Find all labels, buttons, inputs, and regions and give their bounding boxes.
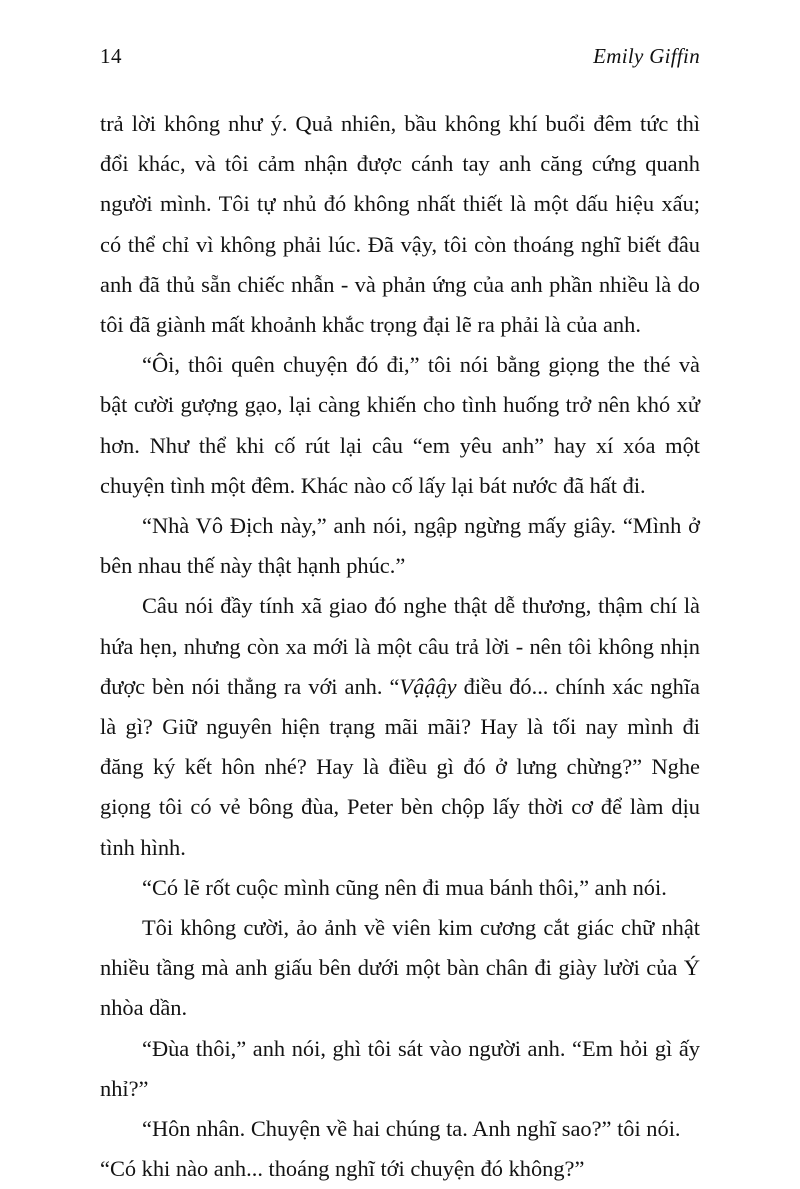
paragraph-4 xyxy=(100,586,700,867)
running-head-author: Emily Giffin xyxy=(593,44,700,68)
body-text-block xyxy=(100,104,700,1189)
paragraph-6: Tôi không cười, ảo ảnh về viên kim cương cắt giác chữ nhật nhiều tầng mà anh giấu bên dưới một bàn chân đi giày lười của Ý nhòa dần. xyxy=(100,915,700,1021)
paragraph-1: trả lời không như ý. Quả nhiên, bầu không khí buổi đêm tức thì đổi khác, và tôi cảm nhận được cánh tay anh căng cứng quanh người mình. Tôi tự nhủ đó không nhất thiết là một dấu hiệu xấu; có thể chỉ vì không phải lúc. Đã vậy, tôi còn thoáng nghĩ biết đâu anh đã thủ sẵn chiếc nhẫn - và phản ứng của anh phần nhiều là do tôi đã giành mất khoảnh khắc trọng đại lẽ ra phải là của anh. xyxy=(100,111,700,338)
paragraph-8: “Hôn nhân. Chuyện về hai chúng ta. Anh nghĩ sao?” tôi nói. “Có khi nào anh... thoáng nghĩ tới chuyện đó không?” xyxy=(100,1116,681,1182)
paragraph-7: “Đùa thôi,” anh nói, ghì tôi sát vào người anh. “Em hỏi gì ấy nhỉ?” xyxy=(100,1035,700,1101)
paragraph-4-part-2: điều đó... chính xác nghĩa là gì? Giữ nguyên hiện trạng mãi mãi? Hay là tối nay mình đi đăng ký kết hôn nhé? Hay là điều gì đó ở lưng chừng?” Nghe giọng tôi có vẻ bông đùa, Peter bèn chộp lấy thời cơ để làm dịu tình hình. xyxy=(100,673,700,860)
paragraph-4-emphasis: Vậậậy xyxy=(399,673,457,699)
paragraph-4-part-1: Câu nói đầy tính xã giao đó nghe thật dễ thương, thậm chí là hứa hẹn, nhưng còn xa mới là một câu trả lời - nên tôi không nhịn được bèn nói thẳng ra với anh. “ xyxy=(100,593,700,699)
paragraph-2: “Ôi, thôi quên chuyện đó đi,” tôi nói bằng giọng the thé và bật cười gượng gạo, lại càng khiến cho tình huống trở nên khó xử hơn. Như thể khi cố rút lại câu “em yêu anh” hay xí xóa một chuyện tình một đêm. Khác nào cố lấy lại bát nước đã hất đi. xyxy=(100,352,700,498)
paragraph-5: “Có lẽ rốt cuộc mình cũng nên đi mua bánh thôi,” anh nói. xyxy=(142,874,667,900)
running-head xyxy=(100,44,700,74)
paragraph-3: “Nhà Vô Địch này,” anh nói, ngập ngừng mấy giây. “Mình ở bên nhau thế này thật hạnh phúc.” xyxy=(100,513,700,579)
page-number: 14 xyxy=(100,44,122,68)
